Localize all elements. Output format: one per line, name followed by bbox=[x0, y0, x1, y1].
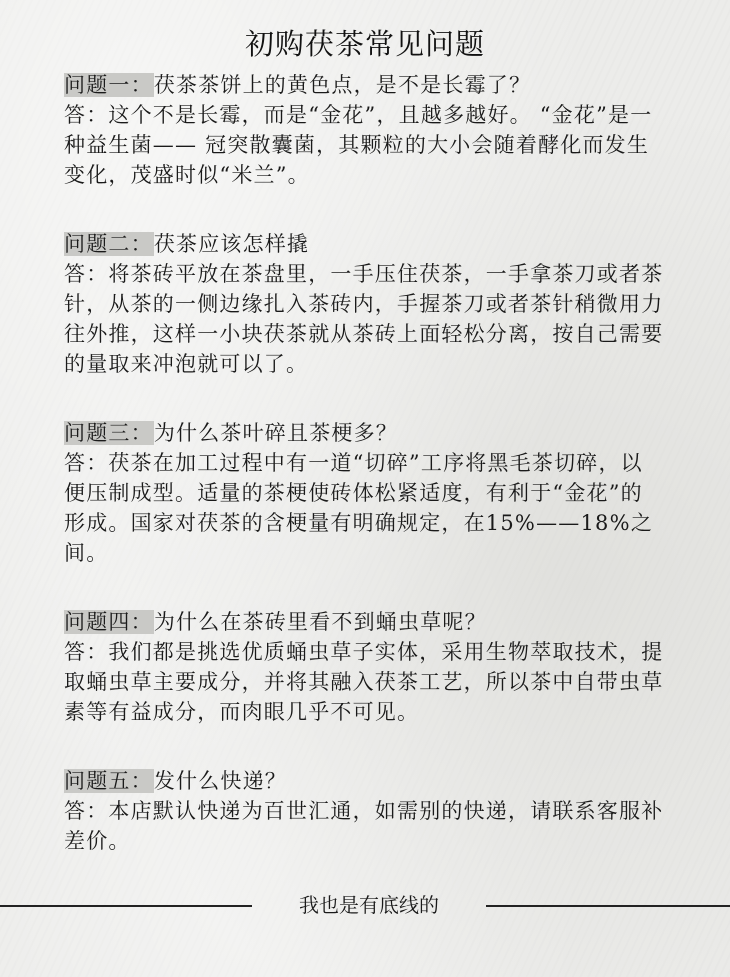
answer-text: 答：我们都是挑选优质蛹虫草子实体，采用生物萃取技术，提取蛹虫草主要成分，并将其融入茯茶工艺，所以茶中自带虫草素等有益成分，而肉眼几乎不可见。 bbox=[64, 640, 664, 724]
answer-text: 答：本店默认快递为百世汇通，如需别的快递，请联系客服补差价。 bbox=[64, 799, 664, 853]
faq-list bbox=[64, 70, 664, 895]
question-text: 为什么茶叶碎且茶梗多？ bbox=[153, 421, 399, 445]
divider-line-right bbox=[486, 905, 730, 907]
question-text: 发什么快递？ bbox=[153, 769, 288, 793]
question-label: 问题五： bbox=[64, 769, 153, 793]
question-line bbox=[64, 766, 664, 796]
footer-divider bbox=[0, 888, 730, 922]
divider-line-left bbox=[0, 905, 252, 907]
question-label: 问题三： bbox=[64, 421, 153, 445]
question-label: 问题二： bbox=[64, 232, 153, 256]
faq-item-4 bbox=[64, 607, 664, 727]
faq-item-3 bbox=[64, 418, 664, 568]
question-line bbox=[64, 70, 664, 100]
answer-text: 答：茯茶在加工过程中有一道“切碎”工序将黑毛茶切碎，以便压制成型。适量的茶梗使砖体松紧适度，有利于“金花”的形成。国家对茯茶的含梗量有明确规定，在15%——18%之间。 bbox=[64, 451, 653, 565]
question-label: 问题一： bbox=[64, 73, 153, 97]
footer-text: 我也是有底线的 bbox=[299, 893, 439, 917]
question-label: 问题四： bbox=[64, 610, 153, 634]
faq-item-5 bbox=[64, 766, 664, 856]
faq-item-1 bbox=[64, 70, 664, 190]
question-text: 为什么在茶砖里看不到蛹虫草呢？ bbox=[153, 610, 487, 634]
answer-text: 答：这个不是长霉，而是“金花”，且越多越好。 “金花”是一种益生菌—— 冠突散囊菌，其颗粒的大小会随着酵化而发生变化，茂盛时似“米兰”。 bbox=[64, 103, 653, 187]
answer-text: 答：将茶砖平放在茶盘里，一手压住茯茶，一手拿茶刀或者茶针，从茶的一侧边缘扎入茶砖内，手握茶刀或者茶针稍微用力往外推，这样一小块茯茶就从茶砖上面轻松分离，按自己需要的量取来冲泡就可以了。 bbox=[64, 262, 664, 376]
question-text: 茯茶茶饼上的黄色点，是不是长霉了？ bbox=[153, 73, 532, 97]
question-line bbox=[64, 607, 664, 637]
question-text: 茯茶应该怎样撬 bbox=[153, 232, 310, 256]
question-line bbox=[64, 418, 664, 448]
faq-item-2 bbox=[64, 229, 664, 379]
question-line bbox=[64, 229, 664, 259]
page-title: 初购茯茶常见问题 bbox=[244, 27, 485, 61]
